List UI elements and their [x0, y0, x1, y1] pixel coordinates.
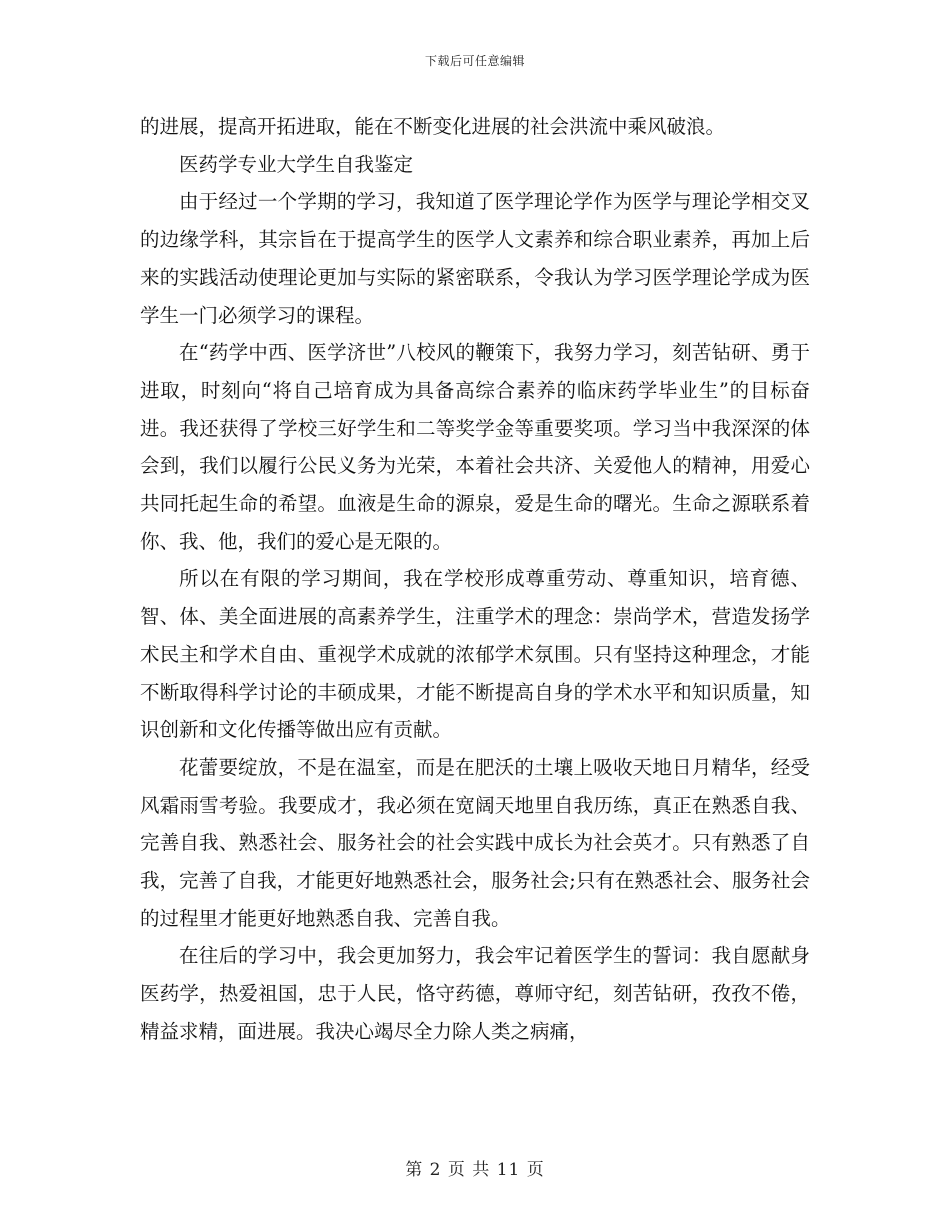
page-number-footer: 第 2 页 共 11 页 [405, 1160, 545, 1180]
paragraph: 在往后的学习中，我会更加努力，我会牢记着医学生的誓词：我自愿献身医药学，热爱祖国，忠于人民，恪守药德，尊师守纪，刻苦钻研，孜孜不倦，精益求精，面进展。我决心竭尽全力除人类之病痛， [140, 944, 810, 1043]
document-body [140, 108, 810, 1051]
paragraph: 所以在有限的学习期间，我在学校形成尊重劳动、尊重知识，培育德、智、体、美全面进展的高素养学生，注重学术的理念：崇尚学术，营造发扬学术民主和学术自由、重视学术成就的浓郁学术氛围。只有坚持这种理念，才能不断取得科学讨论的丰硕成果，才能不断提高自身的学术水平和知识质量，知识创新和文化传播等做出应有贡献。 [140, 567, 810, 742]
paragraph: 在“药学中西、医学济世”八校风的鞭策下，我努力学习，刻苦钻研、勇于进取，时刻向“将自己培育成为具备高综合素养的临床药学毕业生”的目标奋进。我还获得了学校三好学生和二等奖学金等重要奖项。学习当中我深深的体会到，我们以履行公民义务为光荣，本着社会共济、关爱他人的精神，用爱心共同托起生命的希望。血液是生命的源泉，爱是生命的曙光。生命之源联系着你、我、他，我们的爱心是无限的。 [140, 341, 810, 553]
page-header: 下载后可任意编辑 [424, 54, 525, 68]
paragraph-continuation: 的进展，提高开拓进取，能在不断变化进展的社会洪流中乘风破浪。 [140, 115, 726, 138]
paragraph: 花蕾要绽放，不是在温室，而是在肥沃的土壤上吸收天地日月精华，经受风霜雨雪考验。我要成才，我必须在宽阔天地里自我历练，真正在熟悉自我、完善自我、熟悉社会、服务社会的社会实践中成长为社会英才。只有熟悉了自我，完善了自我，才能更好地熟悉社会，服务社会;只有在熟悉社会、服务社会的过程里才能更好地熟悉自我、完善自我。 [140, 755, 810, 930]
paragraph: 由于经过一个学期的学习，我知道了医学理论学作为医学与理论学相交叉的边缘学科，其宗旨在于提高学生的医学人文素养和综合职业素养，再加上后来的实践活动使理论更加与实际的紧密联系，令我认为学习医学理论学成为医学生一门必须学习的课程。 [140, 190, 810, 327]
section-title: 医药学专业大学生自我鉴定 [179, 152, 414, 176]
